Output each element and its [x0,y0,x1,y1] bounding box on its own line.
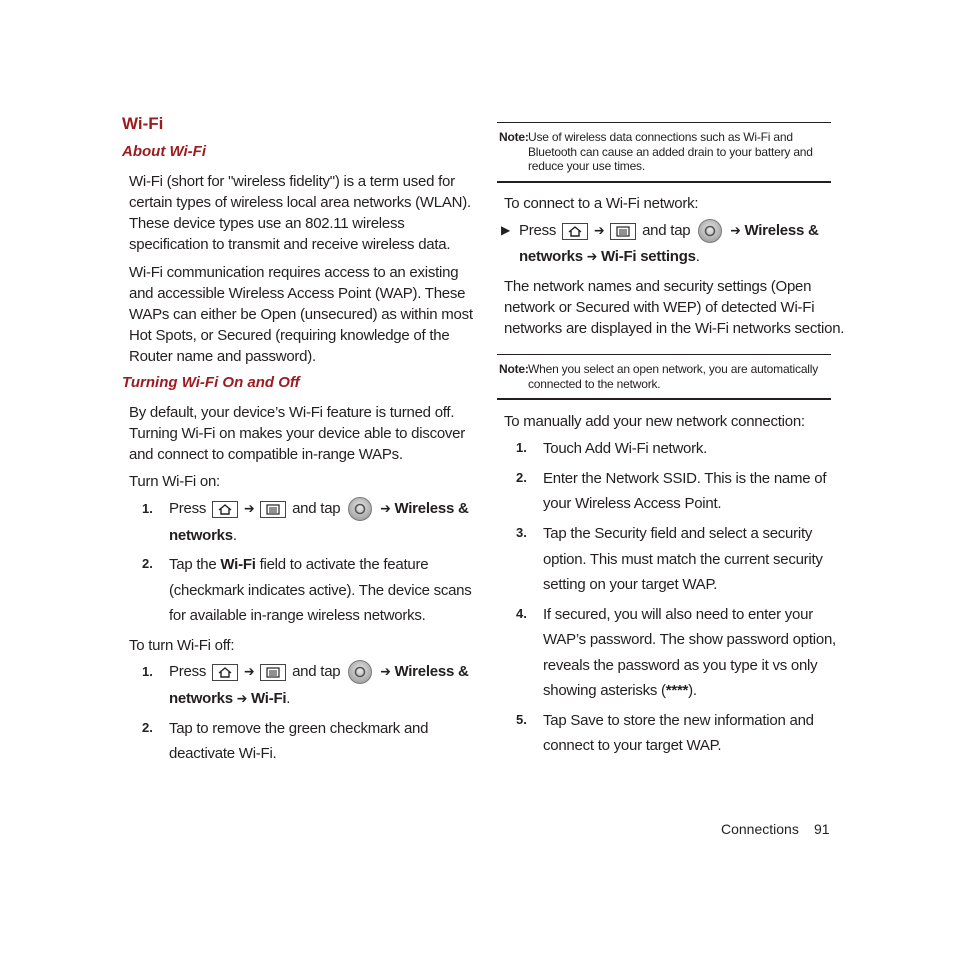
network-paragraph [504,276,844,339]
wifi-label: Wi-Fi [251,690,287,708]
period: . [286,690,291,708]
right-arrow-icon: ➔ [243,501,255,517]
connect-step [519,219,819,269]
asterisks-text: **** [665,681,689,699]
right-arrow-icon: ➔ [243,664,255,680]
text-line: Bluetooth can cause an added drain to your battery and [528,144,813,159]
text-line: option. This must match the current security [543,550,823,568]
turn-off-label: To turn Wi-Fi off: [129,637,235,654]
period: . [232,527,237,545]
text-line: networks are displayed in the Wi-Fi networks section. [504,320,845,337]
right-arrow-icon: ➔ [380,501,391,517]
and-tap-text: and tap [292,663,341,680]
text-line: deactivate Wi-Fi. [169,745,277,762]
wifi-label: Wi-Fi [220,556,256,573]
press-text: Press [519,222,557,239]
note-2 [499,362,818,391]
text-line: your Wireless Access Point. [543,495,722,512]
text-line: connected to the network. [528,376,661,391]
networks-label: networks [169,527,233,545]
footer-section: Connections [721,821,799,837]
menu-key-icon [610,223,636,240]
note-1 [499,130,813,174]
tap-the-text: Tap the [169,556,217,573]
wifi-settings-label: Wi-Fi settings [601,248,696,266]
step-text: showing asterisks ( [543,681,666,699]
step-number: 1. [142,664,153,679]
off-step-2 [169,716,428,766]
text-line: WAPs can either be Open (unsecured) as within most [129,306,473,323]
step-number: 2. [142,720,153,735]
text-line: Wi-Fi communication requires access to an existing [129,264,459,281]
text-line: network or Secured with WEP) of detected Wi-Fi [504,299,815,316]
manual-step-5 [543,708,814,758]
about-paragraph-2 [129,262,473,367]
home-key-icon [212,664,238,681]
turning-paragraph [129,402,465,465]
text-line: Touch Add Wi-Fi network. [543,440,708,457]
about-paragraph-1 [129,171,471,255]
text-line: reveals the password as you type it vs only [543,656,818,674]
text-line: When you select an open network, you are automatically [528,362,819,376]
manual-label: To manually add your new network connection: [504,413,805,430]
text-line: Use of wireless data connections such as Wi-Fi and [528,130,793,144]
step-text: ). [688,681,697,699]
text-line: and accessible Wireless Access Point (WAP). These [129,285,466,302]
step-number: 1. [142,501,153,516]
page-number: 91 [814,821,830,837]
turning-heading: Turning Wi-Fi On and Off [122,374,300,391]
text-line: setting on your target WAP. [543,576,718,593]
text-line: Wi-Fi (short for "wireless fidelity") is a term used for [129,173,455,190]
menu-key-icon [260,664,286,681]
wireless-label: Wireless & [394,663,469,680]
text-line: Tap the Security field and select a security [543,525,813,542]
text-line [543,678,836,703]
networks-label: networks [519,248,583,266]
manual-step-2 [543,466,826,516]
section-title: Wi-Fi [122,114,164,133]
turn-on-label: Turn Wi-Fi on: [129,473,220,490]
text-line: Turning Wi-Fi on makes your device able to discover [129,425,465,442]
on-step-2 [169,552,472,629]
manual-step-4 [543,602,836,703]
wireless-label: Wireless & [394,500,469,517]
text-line: Tap to remove the green checkmark and [169,720,429,737]
step-number: 1. [516,440,527,455]
step-number: 4. [516,606,527,621]
note-bottom-rule [497,181,831,183]
right-arrow-icon: ➔ [730,223,741,239]
step-number: 3. [516,525,527,540]
right-arrow-icon: ➔ [236,691,248,708]
text-line: for available in-range wireless networks. [169,607,426,624]
text-line: If secured, you will also need to enter your [543,606,813,623]
press-text: Press [169,663,207,680]
right-arrow-icon: ➔ [593,223,605,239]
menu-key-icon [260,501,286,518]
wireless-label: Wireless & [744,222,819,239]
text-line: The network names and security settings (Open [504,278,812,295]
step-number: 5. [516,712,527,727]
press-text: Press [169,500,207,517]
note-label: Note: [499,362,529,376]
text-line: Hot Spots, or Secured (requiring knowledge of the [129,327,450,344]
text-line: WAP’s password. The show password option, [543,631,836,649]
text-line: Router name and password). [129,348,316,365]
right-arrow-icon: ➔ [586,249,598,266]
text-line: Enter the Network SSID. This is the name of [543,470,827,487]
manual-step-1 [543,436,707,461]
text-line: certain types of wireless local area networks (WLAN). [129,194,471,211]
home-key-icon [562,223,588,240]
text-line: reduce your use times. [528,159,645,173]
note-bottom-rule [497,398,831,400]
text-line: specification to transmit and receive wireless data. [129,236,451,253]
bullet-arrow-icon: ▶ [501,223,511,237]
settings-icon [698,219,722,243]
text-line: and connect to compatible in-range WAPs. [129,446,403,463]
step-number: 2. [516,470,527,485]
about-heading: About Wi-Fi [122,143,207,160]
right-arrow-icon: ➔ [380,664,391,680]
text-line: (checkmark indicates active). The device scans [169,581,472,599]
step-number: 2. [142,556,153,571]
settings-icon [348,497,372,521]
on-step-1 [169,497,469,547]
period: . [695,248,700,266]
note-label: Note: [499,130,529,144]
step-text: field to activate the feature [259,556,429,573]
text-line: Tap Save to store the new information and [543,712,814,729]
text-line: connect to your target WAP. [543,737,722,754]
text-line: These device types use an 802.11 wireless [129,215,405,232]
note-top-rule [497,122,831,123]
text-line: By default, your device’s Wi-Fi feature is turned off. [129,404,455,421]
home-key-icon [212,501,238,518]
and-tap-text: and tap [292,500,341,517]
and-tap-text: and tap [642,222,691,239]
networks-label: networks [169,690,233,708]
manual-step-3 [543,521,823,598]
text-line [169,552,472,578]
connect-label: To connect to a Wi-Fi network: [504,195,699,212]
note-top-rule [497,354,831,355]
off-step-1 [169,660,469,711]
settings-icon [348,660,372,684]
